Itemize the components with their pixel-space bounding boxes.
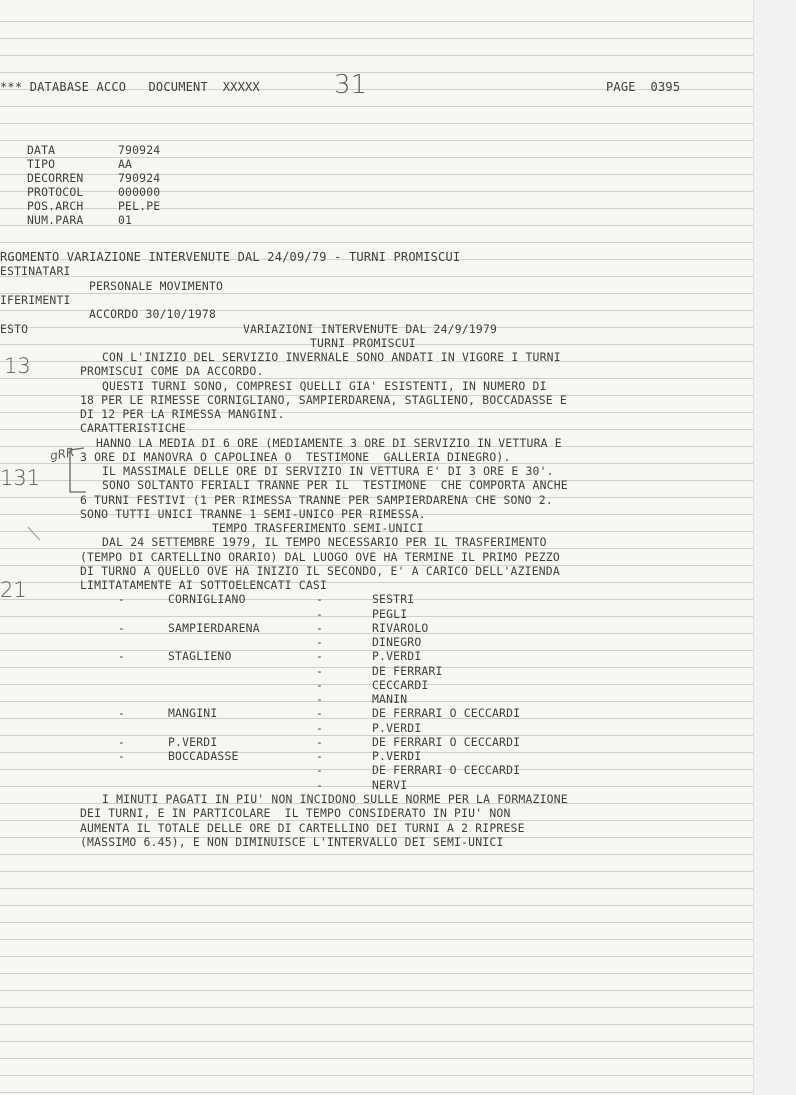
page-number: PAGE 0395	[606, 80, 681, 94]
handwritten-initials: gRR	[48, 444, 76, 464]
database-header: *** DATABASE ACCO DOCUMENT XXXXX	[0, 80, 260, 94]
meta-label-numpara: NUM.PARA	[27, 213, 84, 227]
section-heading: TEMPO TRASFERIMENTO SEMI-UNICI	[212, 521, 424, 535]
body-line: IL MASSIMALE DELLE ORE DI SERVIZIO IN VETTURA E' DI 3 ORE E 30'.	[102, 464, 554, 478]
body-line: AUMENTA IL TOTALE DELLE ORE DI CARTELLINO DEI TURNI A 2 RIPRESE	[80, 821, 525, 835]
meta-label-data: DATA	[27, 143, 56, 157]
body-line: DEI TURNI, E IN PARTICOLARE IL TEMPO CONSIDERATO IN PIU' NON	[80, 806, 511, 820]
dash: -	[316, 778, 324, 792]
argomento-line: RGOMENTO VARIAZIONE INTERVENUTE DAL 24/09/79 - TURNI PROMISCUI	[0, 250, 461, 264]
body-line: CON L'INIZIO DEL SERVIZIO INVERNALE SONO ANDATI IN VIGORE I TURNI	[102, 350, 561, 364]
dash: -	[316, 649, 324, 663]
dash: -	[118, 649, 126, 663]
meta-label-tipo: TIPO	[27, 157, 56, 171]
dash: -	[316, 678, 324, 692]
meta-label-decorren: DECORREN	[27, 171, 84, 185]
table-from: STAGLIENO	[168, 649, 232, 663]
dash: -	[118, 621, 126, 635]
dash: -	[316, 664, 324, 678]
dash: -	[316, 721, 324, 735]
dash: -	[316, 692, 324, 706]
testo-title: VARIAZIONI INTERVENUTE DAL 24/9/1979	[243, 322, 498, 336]
meta-label-posarch: POS.ARCH	[27, 199, 84, 213]
dash: -	[118, 706, 126, 720]
body-line: PROMISCUI COME DA ACCORDO.	[80, 364, 264, 378]
dash: -	[316, 763, 324, 777]
meta-value-tipo: AA	[118, 157, 133, 171]
dash: -	[316, 706, 324, 720]
table-to: NERVI	[372, 778, 408, 792]
table-from: SAMPIERDARENA	[168, 621, 260, 635]
margin-note: 13	[4, 354, 31, 378]
body-line: LIMITATAMENTE AI SOTTOELENCATI CASI	[80, 578, 328, 592]
meta-value-numpara: 01	[118, 213, 133, 227]
dash: -	[316, 592, 324, 606]
body-line: SONO TUTTI UNICI TRANNE 1 SEMI-UNICO PER RIMESSA.	[80, 507, 426, 521]
body-line: HANNO LA MEDIA DI 6 ORE (MEDIAMENTE 3 ORE DI SERVIZIO IN VETTURA E	[96, 436, 562, 450]
table-to: MANIN	[372, 692, 408, 706]
margin-tick-mark	[26, 524, 44, 544]
table-to: RIVAROLO	[372, 621, 429, 635]
body-line: (MASSIMO 6.45), E NON DIMINUISCE L'INTERVALLO DEI SEMI-UNICI	[80, 835, 504, 849]
table-to: DE FERRARI O CECCARDI	[372, 735, 521, 749]
table-to: DE FERRARI	[372, 664, 443, 678]
table-to: DE FERRARI O CECCARDI	[372, 706, 521, 720]
testo-subtitle: TURNI PROMISCUI	[310, 336, 416, 350]
dash: -	[316, 621, 324, 635]
meta-label-protocol: PROTOCOL	[27, 185, 84, 199]
table-from: MANGINI	[168, 706, 218, 720]
dash: -	[316, 635, 324, 649]
meta-value-decorren: 790924	[118, 171, 161, 185]
table-from: P.VERDI	[168, 735, 218, 749]
table-from: BOCCADASSE	[168, 749, 239, 763]
table-to: SESTRI	[372, 592, 415, 606]
body-line: DI 12 PER LA RIMESSA MANGINI.	[80, 407, 285, 421]
table-to: DINEGRO	[372, 635, 422, 649]
riferimenti-label: IFERIMENTI	[0, 293, 71, 307]
margin-note: 131	[0, 466, 41, 490]
body-line: DI TURNO A QUELLO OVE HA INIZIO IL SECONDO, E' A CARICO DELL'AZIENDA	[80, 564, 560, 578]
body-line: DAL 24 SETTEMBRE 1979, IL TEMPO NECESSARIO PER IL TRASFERIMENTO	[102, 535, 547, 549]
body-line: QUESTI TURNI SONO, COMPRESI QUELLI GIA' ESISTENTI, IN NUMERO DI	[102, 379, 547, 393]
dash: -	[316, 749, 324, 763]
body-line: 18 PER LE RIMESSE CORNIGLIANO, SAMPIERDARENA, STAGLIENO, BOCCADASSE E	[80, 393, 567, 407]
meta-value-protocol: 000000	[118, 185, 161, 199]
destinatari-label: ESTINATARI	[0, 264, 71, 278]
riferimenti-value: ACCORDO 30/10/1978	[89, 307, 217, 321]
handwritten-document-number: 31	[334, 70, 368, 100]
table-to: P.VERDI	[372, 749, 422, 763]
body-line: CARATTERISTICHE	[80, 421, 186, 435]
dash: -	[316, 607, 324, 621]
table-from: CORNIGLIANO	[168, 592, 246, 606]
page-edge	[753, 0, 796, 1095]
meta-value-posarch: PEL.PE	[118, 199, 161, 213]
meta-value-data: 790924	[118, 143, 161, 157]
testo-label: ESTO	[0, 322, 29, 336]
dash: -	[118, 749, 126, 763]
body-line: 6 TURNI FESTIVI (1 PER RIMESSA TRANNE PER SAMPIERDARENA CHE SONO 2.	[80, 493, 553, 507]
table-to: CECCARDI	[372, 678, 429, 692]
body-line: 3 ORE DI MANOVRA O CAPOLINEA O TESTIMONE GALLERIA DINEGRO).	[80, 450, 511, 464]
body-line: I MINUTI PAGATI IN PIU' NON INCIDONO SULLE NORME PER LA FORMAZIONE	[102, 792, 568, 806]
dash: -	[118, 592, 126, 606]
margin-note: 21	[0, 578, 27, 602]
table-to: P.VERDI	[372, 721, 422, 735]
dash: -	[118, 735, 126, 749]
body-line: (TEMPO DI CARTELLINO ORARIO) DAL LUOGO OVE HA TERMINE IL PRIMO PEZZO	[80, 550, 560, 564]
table-to: PEGLI	[372, 607, 408, 621]
destinatari-value: PERSONALE MOVIMENTO	[89, 279, 224, 293]
table-to: DE FERRARI O CECCARDI	[372, 763, 521, 777]
dash: -	[316, 735, 324, 749]
table-to: P.VERDI	[372, 649, 422, 663]
body-line: SONO SOLTANTO FERIALI TRANNE PER IL TESTIMONE CHE COMPORTA ANCHE	[102, 478, 568, 492]
bracket-mark	[64, 445, 88, 499]
